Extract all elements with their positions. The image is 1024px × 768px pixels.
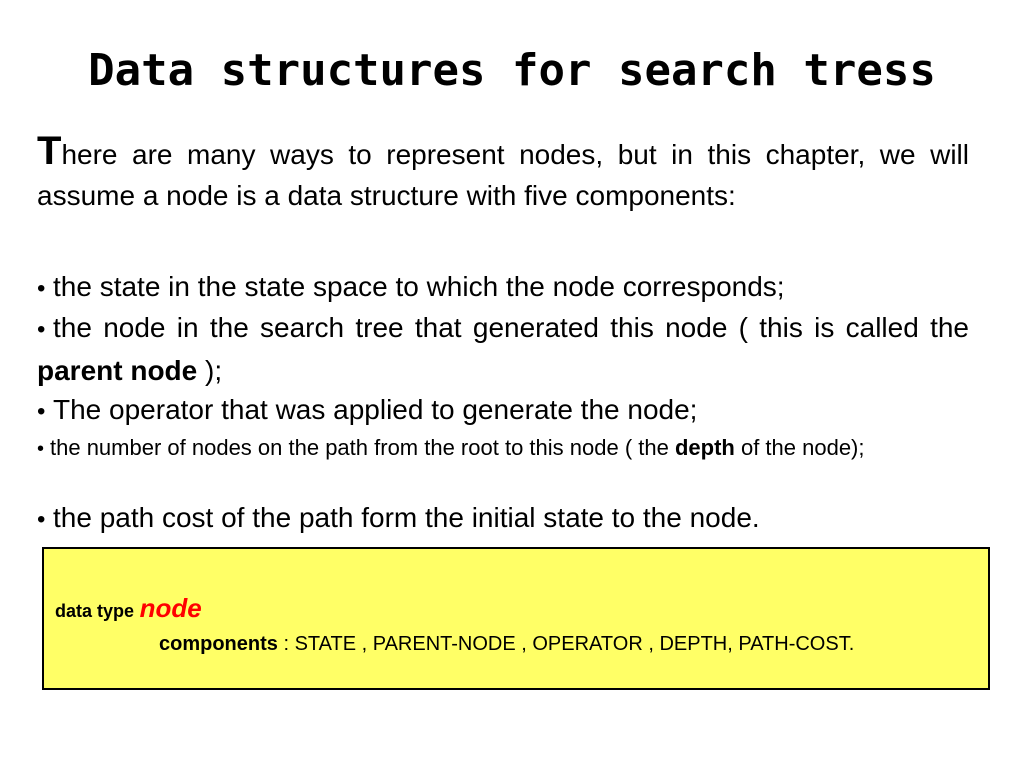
bullet-text-tail: of the node); xyxy=(734,435,865,460)
bullet-text: the path cost of the path form the initial state to the node. xyxy=(53,502,760,533)
bullet-item-state xyxy=(37,266,969,309)
bullet-icon: • xyxy=(37,316,46,343)
data-type-name: node xyxy=(139,593,202,623)
bullet-text: the number of nodes on the path from the root to this node ( the xyxy=(50,435,675,460)
data-type-box xyxy=(42,547,990,690)
intro-paragraph xyxy=(37,129,969,216)
slide-title: Data structures for search tress xyxy=(88,45,936,96)
drop-cap: T xyxy=(37,129,62,173)
bullet-item-parent-node xyxy=(37,307,969,391)
components-value: : STATE , PARENT-NODE , OPERATOR , DEPTH, PATH-COST. xyxy=(277,633,855,655)
data-type-label: data type xyxy=(55,601,135,621)
bullet-icon: • xyxy=(37,398,46,425)
bullet-text: the state in the state space to which the node corresponds; xyxy=(53,271,785,302)
bullet-text-tail: ); xyxy=(197,355,223,386)
bullet-icon: • xyxy=(37,275,46,302)
bullet-bold-term: depth xyxy=(674,435,735,460)
intro-text: here are many ways to represent nodes, but in this chapter, we will assume a node is a data structure with five components: xyxy=(37,139,969,211)
bullet-icon: • xyxy=(37,438,45,460)
bullet-icon: • xyxy=(37,506,46,533)
bullet-text: the node in the search tree that generated this node ( this is called the xyxy=(53,312,969,343)
components-label: components xyxy=(159,633,278,655)
bullet-bold-term: parent node xyxy=(37,355,198,386)
components-line xyxy=(55,629,985,659)
bullet-item-depth xyxy=(37,431,969,466)
bullet-text: The operator that was applied to generate the node; xyxy=(53,394,698,425)
bullet-item-operator xyxy=(37,389,969,432)
data-type-line xyxy=(55,593,202,626)
bullet-item-path-cost xyxy=(37,497,969,540)
